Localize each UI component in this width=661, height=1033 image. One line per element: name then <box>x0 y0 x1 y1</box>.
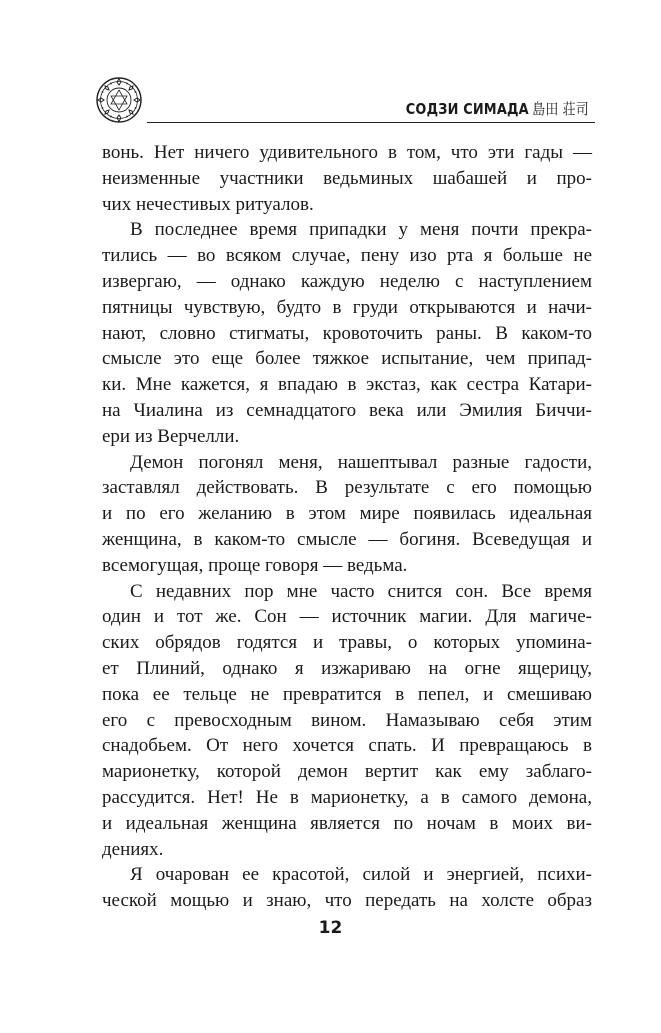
paragraph <box>102 862 592 914</box>
page-body <box>102 140 592 914</box>
text-line: и по его желанию в этом мире появилась идеальная <box>102 503 592 525</box>
header-rule <box>147 122 595 123</box>
text-line: неизменные участники ведьминых шабашей и про- <box>102 167 592 189</box>
paragraph <box>102 140 592 217</box>
page-number: 12 <box>318 918 343 938</box>
text-line: смысле это еще более тяжкое испытание, чем припад- <box>102 348 592 370</box>
text-line: один и тот же. Сон — источник магии. Для магиче- <box>102 606 592 628</box>
text-line: ери из Верчелли. <box>102 425 240 447</box>
text-line: пока ее тельце не превратится в пепел, и смешиваю <box>102 683 592 705</box>
author-name-japanese: 島田 荘司 <box>532 100 589 118</box>
text-line: и идеальная женщина является по ночам в моих ви- <box>102 812 592 834</box>
text-line: ческой мощью и знаю, что передать на холсте образ <box>102 890 592 912</box>
paragraph <box>102 579 592 863</box>
text-line: всемогущая, проще говоря — ведьма. <box>102 554 408 576</box>
text-line: снадобьем. От него хочется спать. И превращаюсь в <box>102 735 592 757</box>
text-line: ет Плиний, однако я изжариваю на огне ящерицу, <box>102 657 592 679</box>
paragraph <box>102 217 592 449</box>
text-line: Демон погонял меня, нашептывал разные гадости, <box>130 451 592 473</box>
text-line: В последнее время припадки у меня почти прекра- <box>130 219 592 241</box>
text-line: Я очарован ее красотой, силой и энергией, психи- <box>130 864 592 886</box>
emblem-icon <box>95 76 143 124</box>
text-line: С недавних пор мне часто снится сон. Все время <box>130 580 592 602</box>
text-line: рассудится. Нет! Не в марионетку, а в самого демона, <box>102 786 592 808</box>
text-line: на Чиалина из семнадцатого века или Эмилия Биччи- <box>102 399 592 421</box>
text-line: тились — во всяком случае, пену изо рта я больше не <box>102 245 592 267</box>
text-line: нают, словно стигматы, кровоточить раны. В каком-то <box>102 322 592 344</box>
text-line: извергаю, — однако каждую неделю с наступлением <box>102 270 592 292</box>
text-line: вонь. Нет ничего удивительного в том, что эти гады — <box>102 142 592 163</box>
text-line: его с превосходным вином. Намазываю себя этим <box>102 709 592 731</box>
text-line: женщина, в каком-то смысле — богиня. Всеведущая и <box>102 528 592 550</box>
text-line: чих нечестивых ритуалов. <box>102 193 314 215</box>
text-line: ских обрядов годятся и травы, о которых упомина- <box>102 632 592 654</box>
text-line: ки. Мне кажется, я впадаю в экстаз, как сестра Катари- <box>102 374 592 396</box>
running-head <box>406 98 589 119</box>
text-line: дениях. <box>102 838 164 860</box>
text-line: заставлял действовать. В результате с его помощью <box>102 477 592 499</box>
author-name: СОДЗИ СИМАДА <box>405 100 529 118</box>
page-header <box>95 76 595 126</box>
text-line: пятницы чувствую, будто в груди открываются и начи- <box>102 296 592 318</box>
paragraph <box>102 450 592 579</box>
text-line: марионетку, которой демон вертит как ему заблаго- <box>102 761 592 783</box>
